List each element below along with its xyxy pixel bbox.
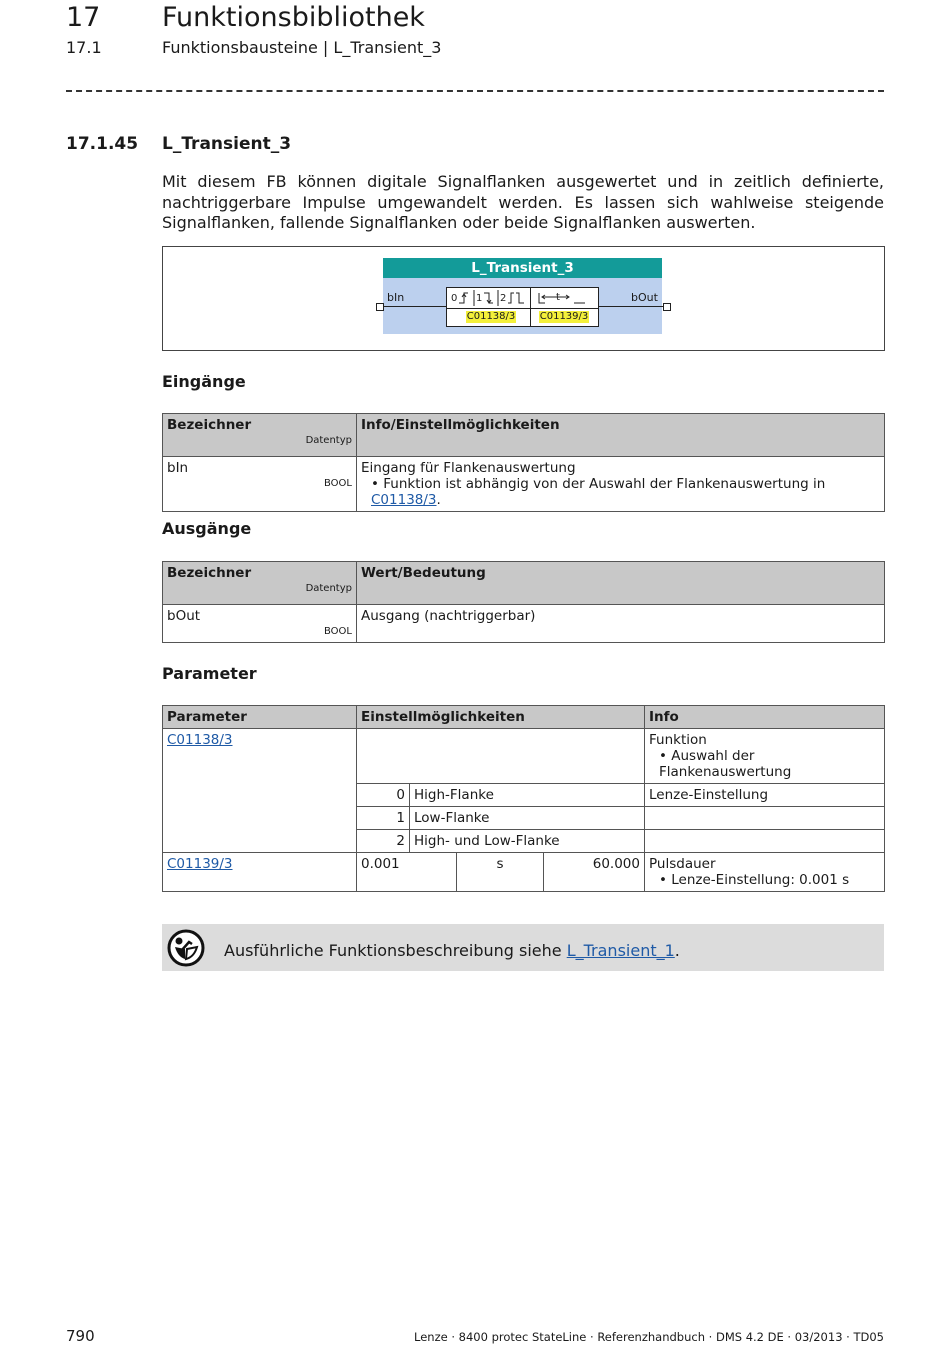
page-number: 790: [66, 1327, 95, 1345]
param-bullet: • Lenze-Einstellung: 0.001 s: [649, 872, 880, 888]
option-value: 1: [357, 807, 410, 830]
chapter-number: 17: [66, 2, 101, 33]
option-info: [645, 807, 885, 830]
option-label: High-Flanke: [410, 784, 645, 807]
edge-option-1: 1: [476, 293, 483, 304]
link-c01138[interactable]: C01138/3: [371, 492, 437, 508]
input-pin-label: bIn: [387, 291, 405, 304]
signal-info: Eingang für Flankenauswertung: [361, 460, 576, 476]
param-tag-c01139: C01139/3: [539, 311, 589, 322]
param-cell: [163, 853, 357, 892]
edge-selector-icons: [447, 288, 597, 307]
output-line: [597, 306, 663, 307]
section-number: 17.1: [66, 38, 102, 57]
col-datentyp: Datentyp: [305, 583, 352, 594]
parameters-table: [162, 705, 885, 892]
col-info: Info: [645, 706, 885, 729]
outputs-table: [162, 561, 885, 643]
col-einstellungen: Einstellmöglichkeiten: [357, 706, 645, 729]
info-cell: [357, 457, 885, 512]
param-max: 60.000: [544, 853, 645, 892]
reader-book-icon: [166, 928, 206, 968]
timer-label: t: [556, 292, 560, 303]
subsection-number: 17.1.45: [66, 134, 139, 154]
param-bullet: • Auswahl der Flankenauswertung: [649, 748, 880, 780]
signal-info: Ausgang (nachtriggerbar): [357, 605, 885, 643]
info-bullet: [361, 476, 880, 508]
header-cell: [163, 562, 357, 605]
col-wert: Wert/Bedeutung: [357, 562, 885, 605]
info-cell: [645, 729, 885, 784]
name-cell: [163, 457, 357, 512]
empty-cell: [357, 729, 645, 784]
table-header-row: [163, 706, 885, 729]
edge-option-2: 2: [500, 293, 507, 304]
footer-text: Lenze · 8400 protec StateLine · Referenzhandbuch · DMS 4.2 DE · 03/2013 · TD05: [414, 1330, 884, 1344]
table-row: [163, 729, 885, 784]
param-unit: s: [457, 853, 544, 892]
param-info: Funktion: [649, 732, 707, 748]
option-value: 0: [357, 784, 410, 807]
option-info: [645, 830, 885, 853]
output-pin-label: bOut: [631, 291, 658, 304]
table-row: [163, 605, 885, 643]
section-breadcrumb: Funktionsbausteine | L_Transient_3: [162, 38, 442, 57]
bullet-end: .: [436, 492, 441, 508]
block-title: L_Transient_3: [383, 258, 662, 278]
param-tag-c01138: C01138/3: [466, 311, 516, 322]
col-datentyp: Datentyp: [305, 435, 352, 446]
subsection-title: L_Transient_3: [162, 134, 292, 154]
header-cell: [163, 414, 357, 457]
option-label: Low-Flanke: [410, 807, 645, 830]
inputs-table: [162, 413, 885, 512]
col-bezeichner: Bezeichner: [167, 565, 252, 581]
note-text: [224, 941, 680, 960]
edge-option-0: 0: [451, 293, 458, 304]
link-c01138-param[interactable]: C01138/3: [167, 732, 233, 748]
inputs-heading: Eingänge: [162, 372, 246, 391]
note-post: .: [674, 941, 680, 960]
col-bezeichner: Bezeichner: [167, 417, 252, 433]
input-line: [384, 306, 446, 307]
table-row: [163, 457, 885, 512]
info-cell: [645, 853, 885, 892]
link-c01139-param[interactable]: C01139/3: [167, 856, 233, 872]
header-divider: [66, 90, 884, 92]
bullet-text: Funktion ist abhängig von der Auswahl der Flankenauswertung in: [383, 476, 826, 492]
intro-paragraph: Mit diesem FB können digitale Signalflanken ausgewertet und in zeitlich definierte, nachtriggerbare Impulse umgewandelt werden. Es lassen sich wahlweise steigende Signalflanken, fallende Signalflanken oder beide Signalflanken auswerten.: [162, 172, 884, 232]
signal-name: bOut: [167, 608, 201, 624]
falling-edge-2-icon: [516, 293, 524, 303]
signal-type: BOOL: [324, 478, 352, 489]
table-header-row: [163, 414, 885, 457]
col-info: Info/Einstellmöglichkeiten: [357, 414, 885, 457]
output-pin: [663, 303, 671, 311]
param-cell: [163, 729, 357, 853]
param-info: Pulsdauer: [649, 856, 716, 872]
signal-name: bIn: [167, 460, 189, 476]
signal-type: BOOL: [324, 626, 352, 637]
param-min: 0.001: [357, 853, 457, 892]
col-parameter: Parameter: [163, 706, 357, 729]
table-header-row: [163, 562, 885, 605]
table-row: [163, 853, 885, 892]
note-pre: Ausführliche Funktionsbeschreibung siehe: [224, 941, 567, 960]
input-pin: [376, 303, 384, 311]
outputs-heading: Ausgänge: [162, 519, 252, 538]
parameters-heading: Parameter: [162, 664, 257, 683]
option-label: High- und Low-Flanke: [410, 830, 645, 853]
option-value: 2: [357, 830, 410, 853]
chapter-title: Funktionsbibliothek: [162, 2, 425, 33]
rising-edge-2-icon: [508, 293, 514, 303]
link-l-transient-1[interactable]: L_Transient_1: [566, 941, 675, 960]
option-info: Lenze-Einstellung: [645, 784, 885, 807]
box-separator: [446, 308, 598, 309]
name-cell: [163, 605, 357, 643]
